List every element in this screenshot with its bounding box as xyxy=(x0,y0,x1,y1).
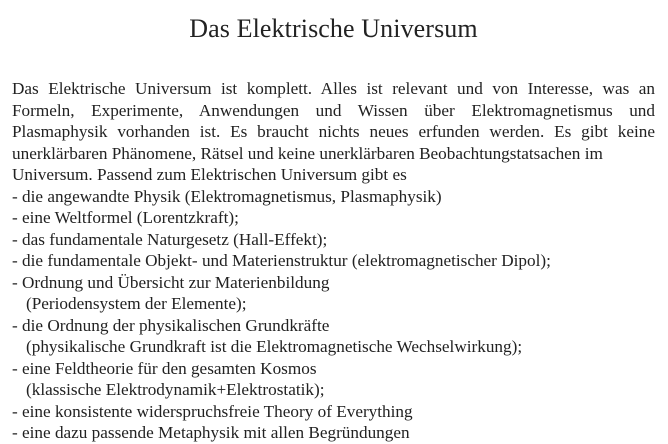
list-item-subtext: (physikalische Grundkraft ist die Elektromagnetische Wechselwirkung); xyxy=(26,337,523,356)
list-item-text: - die Ordnung der physikalischen Grundkräfte xyxy=(12,315,330,335)
list-item-text: - die fundamentale Objekt- und Materienstruktur (elektromagnetischer Dipol); xyxy=(12,251,551,270)
list-item-text: - Ordnung und Übersicht zur Materienbildung xyxy=(12,272,330,292)
list-item xyxy=(12,315,655,358)
feature-list xyxy=(12,186,655,444)
list-item-text: - die angewandte Physik (Elektromagnetismus, Plasmaphysik) xyxy=(12,186,442,206)
intro-paragraph: Das Elektrische Universum ist komplett. Alles ist relevant und von Interesse, was an Formeln, Experimente, Anwendungen und Wissen über Elektromagnetismus und Plasmaphysik vorhanden ist. Es braucht nichts neues erfunden werden. Es gibt keine unerklärbaren Phänomene, Rätsel und keine unerklärbaren Beobachtungstatsachen im xyxy=(12,79,655,163)
list-item xyxy=(12,186,655,208)
list-item-subtext: (klassische Elektrodynamik+Elektrostatik); xyxy=(26,380,325,399)
list-item xyxy=(12,229,655,251)
list-item-text: - eine Weltformel (Lorentzkraft); xyxy=(12,208,239,227)
list-item xyxy=(12,207,655,229)
list-item-subtext: (Periodensystem der Elemente); xyxy=(26,294,247,313)
list-item xyxy=(12,358,655,401)
list-item-text: - eine konsistente widerspruchsfreie Theory of Everything xyxy=(12,401,413,421)
intro-paragraph-last-line: Universum. Passend zum Elektrischen Universum gibt es xyxy=(12,165,407,184)
list-item xyxy=(12,250,655,272)
list-item xyxy=(12,401,655,423)
list-item-text: - eine dazu passende Metaphysik mit allen Begründungen xyxy=(12,423,410,442)
list-item-text: - das fundamentale Naturgesetz (Hall-Effekt); xyxy=(12,229,328,249)
list-item-text: - eine Feldtheorie für den gesamten Kosmos xyxy=(12,358,317,378)
list-item xyxy=(12,272,655,315)
list-item xyxy=(12,422,655,444)
page-title: Das Elektrische Universum xyxy=(189,14,478,43)
